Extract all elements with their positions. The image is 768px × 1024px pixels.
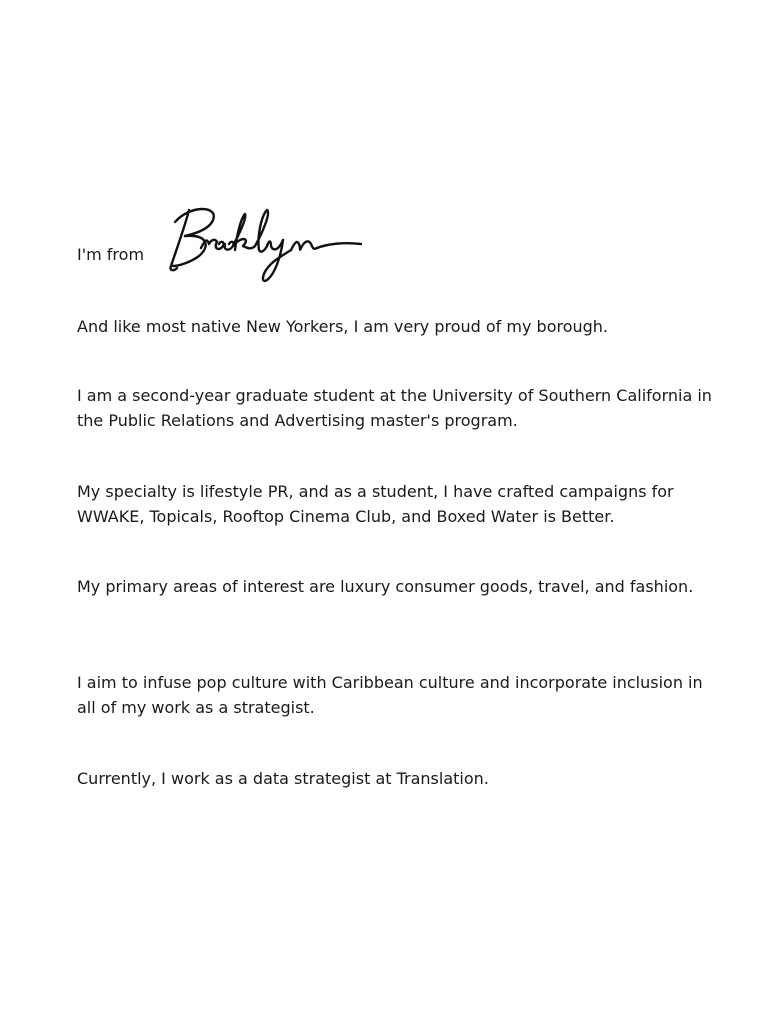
paragraph-aim: I aim to infuse pop culture with Caribbean culture and incorporate inclusion in all of my work as a strategist.: [77, 673, 703, 717]
paragraph-specialty: My specialty is lifestyle PR, and as a student, I have crafted campaigns for WWAKE, Topicals, Rooftop Cinema Club, and Boxed Water is Better.: [77, 482, 674, 526]
brooklyn-signature: [167, 200, 367, 288]
paragraph-education: I am a second-year graduate student at the University of Southern California in the Public Relations and Advertising master's program.: [77, 386, 712, 430]
intro-line: [77, 200, 677, 290]
paragraph-borough: And like most native New Yorkers, I am very proud of my borough.: [77, 317, 609, 336]
paragraph-interests: My primary areas of interest are luxury consumer goods, travel, and fashion.: [77, 577, 694, 596]
intro-prefix: I'm from: [77, 245, 145, 264]
paragraph-current-role: Currently, I work as a data strategist at Translation.: [77, 769, 489, 788]
